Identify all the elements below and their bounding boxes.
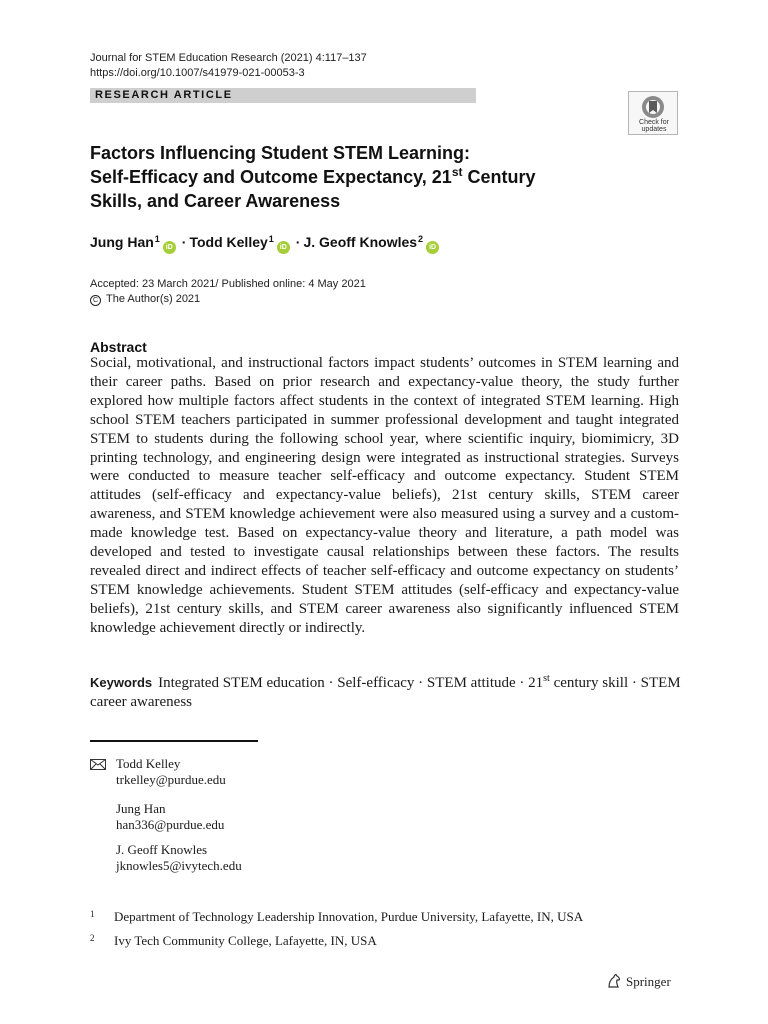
copyright-icon: C <box>90 295 101 306</box>
copyright-text: The Author(s) 2021 <box>106 293 201 305</box>
check-for-updates-badge[interactable] <box>628 91 678 135</box>
contact-name: Jung Han <box>116 801 166 816</box>
title-line-2 <box>90 165 610 189</box>
accepted-date: Accepted: 23 March 2021/ <box>90 278 219 290</box>
keywords-section <box>90 669 690 712</box>
affiliation-text: Department of Technology Leadership Innovation, Purdue University, Lafayette, IN, USA <box>114 909 584 924</box>
orcid-icon[interactable]: iD <box>277 241 290 254</box>
contact-name: J. Geoff Knowles <box>116 842 208 857</box>
contact-entry <box>116 756 226 788</box>
abstract-body: Social, motivational, and instructional factors impact students’ outcomes in STEM learning and their career paths. Based on prior research and expectancy-value theory, the study further explored how multiple factors affect students in the context of integrated STEM learning. High school STEM teachers participated in summer professional development and taught integrated STEM to students during the following school year, where scientific inquiry, biomimicry, 3D printing technology, and engineering design were integrated as instructional strategies. Surveys were conducted to measure teacher self-efficacy and outcome expectancy. Student STEM attitudes (self-efficacy and expectancy-value beliefs), 21st century skills, STEM career awareness, and STEM knowledge achievement were also measured using a survey and a custom-made knowledge test. Based on expectancy-value theory and literature, a path model was developed and tested to investigate causal relationships between these factors. The results revealed direct and indirect effects of teacher self-efficacy and outcome expectancy on students’ STEM knowledge achievements. Student STEM attitudes (self-efficacy and expectancy-value beliefs), 21st century skills, and STEM career awareness also significantly influenced STEM knowledge achievement directly or indirectly. <box>90 355 679 636</box>
article-type-label: RESEARCH ARTICLE <box>95 89 233 101</box>
journal-header <box>90 51 367 81</box>
affiliation-entry <box>90 930 377 949</box>
author-name[interactable]: Todd Kelley <box>189 234 268 250</box>
check-updates-line2: updates <box>641 126 667 133</box>
author-affiliation-number: 1 <box>268 234 274 244</box>
publisher-name: Springer <box>626 974 671 989</box>
contact-name: Todd Kelley <box>116 756 181 771</box>
affiliation-number: 1 <box>90 909 95 919</box>
bookmark-refresh-icon <box>641 95 665 119</box>
check-updates-label <box>629 119 679 133</box>
doi-link[interactable]: https://doi.org/10.1007/s41979-021-00053-3 <box>90 67 305 79</box>
affiliation-number: 2 <box>90 933 95 943</box>
author-list <box>90 234 442 254</box>
orcid-icon[interactable]: iD <box>163 241 176 254</box>
author-affiliation-number: 1 <box>154 234 160 244</box>
affiliation-text: Ivy Tech Community College, Lafayette, IN, USA <box>114 933 377 948</box>
keywords-text-end: century skill · STEM career awareness <box>90 675 681 710</box>
orcid-icon[interactable]: iD <box>426 241 439 254</box>
title-superscript: st <box>451 165 463 179</box>
article-title <box>90 141 610 213</box>
publisher-logo <box>606 973 671 990</box>
check-updates-line1: Check for <box>639 119 669 126</box>
footnote-divider <box>90 740 258 742</box>
title-line-3: Skills, and Career Awareness <box>90 191 341 211</box>
copyright-line <box>90 292 366 307</box>
contact-email[interactable]: han336@purdue.edu <box>116 817 225 832</box>
affiliation-entry <box>90 906 583 925</box>
author-name[interactable]: Jung Han <box>90 234 154 250</box>
published-date: Published online: 4 May 2021 <box>221 278 366 290</box>
author-separator: · <box>181 234 187 250</box>
author-name[interactable]: J. Geoff Knowles <box>303 234 418 250</box>
springer-horse-icon <box>606 973 622 989</box>
author-affiliation-number: 2 <box>418 234 424 244</box>
title-line-2-text-end: Century <box>462 167 536 187</box>
author-separator: · <box>295 234 301 250</box>
title-line-2-text: Self-Efficacy and Outcome Expectancy, 21 <box>90 167 452 187</box>
contact-email[interactable]: jknowles5@ivytech.edu <box>116 858 242 873</box>
contact-email[interactable]: trkelley@purdue.edu <box>116 772 226 787</box>
publication-dates <box>90 277 366 307</box>
journal-citation: Journal for STEM Education Research (2021) 4:117–137 <box>90 52 367 64</box>
envelope-icon <box>90 759 106 770</box>
keywords-text: Integrated STEM education · Self-efficacy · STEM attitude · 21 <box>158 675 544 691</box>
contact-entry <box>116 842 242 874</box>
title-line-1: Factors Influencing Student STEM Learning: <box>90 143 471 163</box>
abstract-heading: Abstract <box>90 339 147 355</box>
keywords-label: Keywords <box>90 675 153 690</box>
article-type-bar <box>90 88 476 103</box>
contact-entry <box>116 801 224 833</box>
keywords-superscript: st <box>543 673 550 684</box>
date-line <box>90 277 366 292</box>
